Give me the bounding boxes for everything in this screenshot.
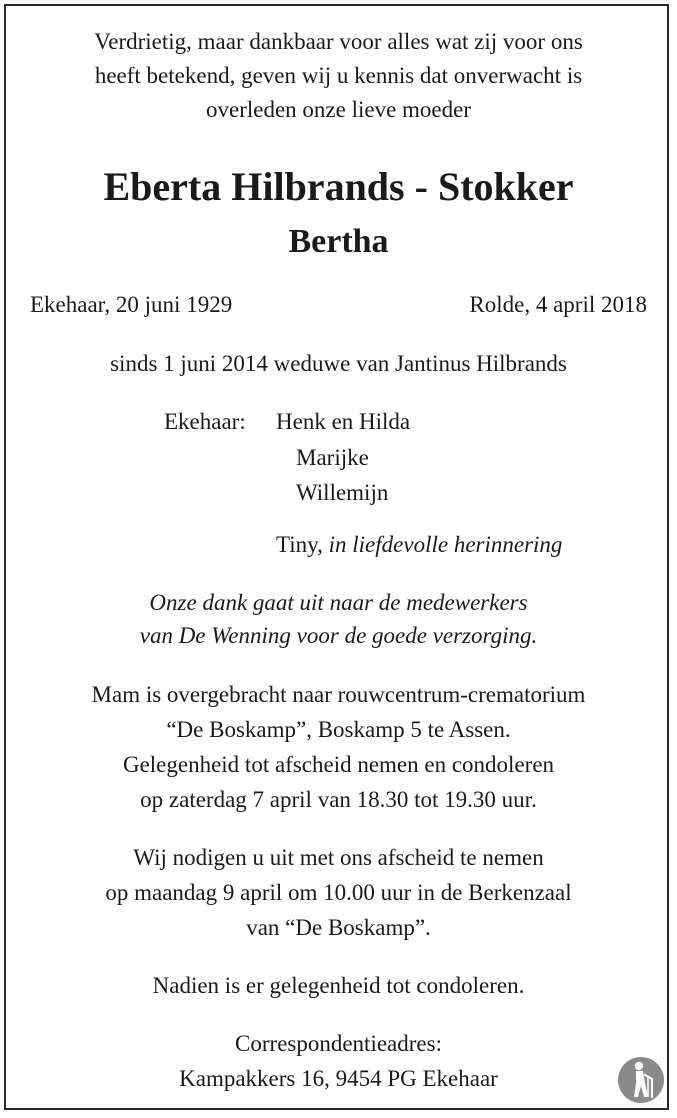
memory-name: Tiny, bbox=[276, 532, 323, 557]
widow-line: sinds 1 juni 2014 weduwe van Jantinus Hilbrands bbox=[110, 351, 567, 376]
condolence-line: Nadien is er gelegenheid tot condoleren. bbox=[152, 973, 525, 998]
invitation-line-3: van “De Boskamp”. bbox=[246, 915, 431, 940]
deceased-name: Eberta Hilbrands - Stokker bbox=[103, 164, 574, 209]
location-line-2: “De Boskamp”, Boskamp 5 te Assen. bbox=[166, 717, 511, 742]
memory-note: in liefdevolle herinnering bbox=[328, 532, 563, 557]
intro-line-2: heeft betekend, geven wij u kennis dat onverwacht is bbox=[94, 63, 583, 88]
family-name-1: Henk en Hilda bbox=[276, 409, 411, 434]
location-line-3: Gelegenheid tot afscheid nemen en condoleren bbox=[122, 752, 555, 777]
figure-with-walker-icon bbox=[617, 1056, 665, 1104]
thanks-line-2: van De Wenning voor de goede verzorging. bbox=[139, 623, 538, 648]
deceased-nickname: Bertha bbox=[288, 223, 389, 260]
family-name-3: Willemijn bbox=[296, 480, 389, 505]
death-date: Rolde, 4 april 2018 bbox=[469, 292, 647, 317]
location-line-4: op zaterdag 7 april van 18.30 tot 19.30 uur. bbox=[140, 787, 537, 812]
family-memory bbox=[276, 531, 562, 559]
intro-line-1: Verdrietig, maar dankbaar voor alles wat zij voor ons bbox=[94, 29, 583, 54]
invitation-line-2: op maandag 9 april om 10.00 uur in de Berkenzaal bbox=[105, 880, 572, 905]
invitation-line-1: Wij nodigen u uit met ons afscheid te nemen bbox=[133, 845, 544, 870]
thanks-line-1: Onze dank gaat uit naar de medewerkers bbox=[149, 590, 528, 615]
correspondence-address: Kampakkers 16, 9454 PG Ekehaar bbox=[179, 1066, 498, 1091]
location-line-1: Mam is overgebracht naar rouwcentrum-crematorium bbox=[91, 682, 586, 707]
family-place: Ekehaar: bbox=[164, 409, 246, 434]
correspondence-label: Correspondentieadres: bbox=[235, 1031, 442, 1056]
intro-line-3: overleden onze lieve moeder bbox=[205, 97, 471, 122]
family-name-2: Marijke bbox=[296, 445, 369, 470]
birth-date: Ekehaar, 20 juni 1929 bbox=[30, 292, 233, 317]
